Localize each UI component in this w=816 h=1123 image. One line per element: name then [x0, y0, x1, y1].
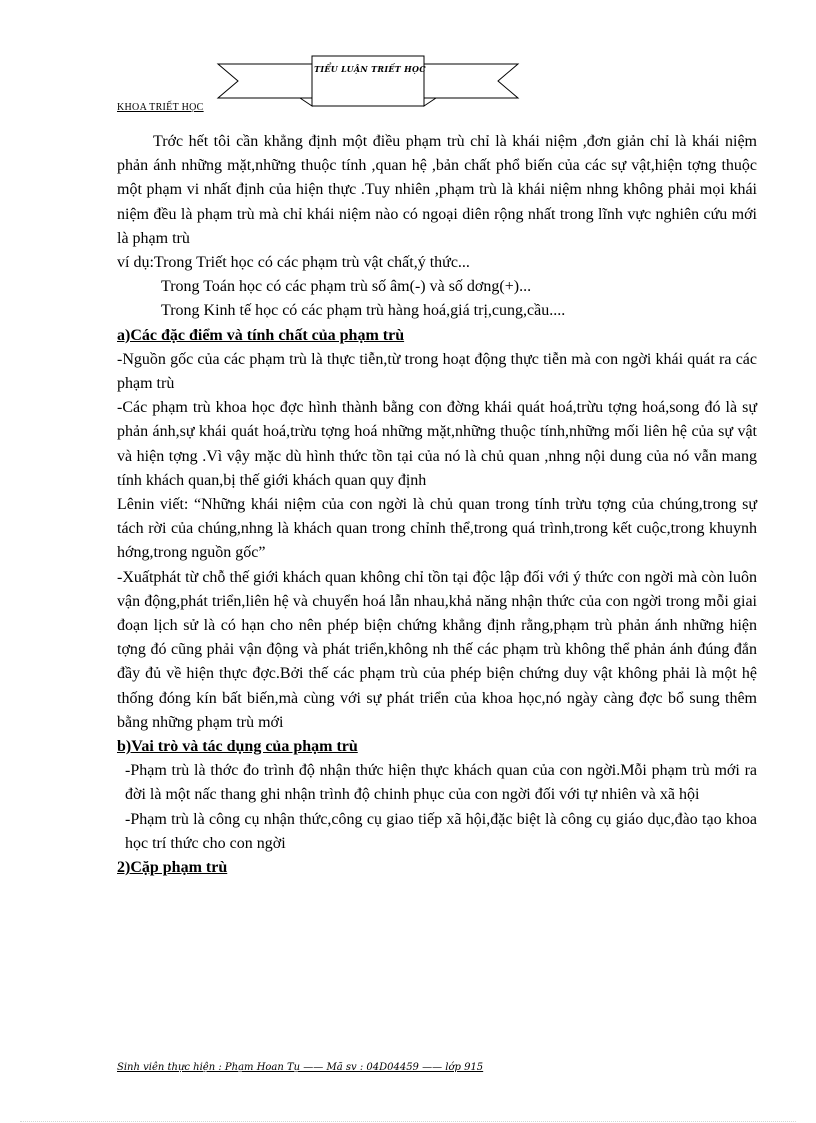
essay-body	[117, 130, 757, 880]
paragraph-example: ví dụ:Trong Triết học có các phạm trù vật chất,ý thức...	[117, 254, 470, 272]
paragraph-origin: -Nguồn gốc của các phạm trù là thực tiễn,từ trong hoạt động thực tiễn mà con ngời khái quát ra các phạm trù	[117, 350, 757, 393]
page-bottom-divider	[20, 1121, 796, 1122]
section-heading-c: 2)Cặp phạm trù	[117, 859, 228, 877]
paragraph-intro: Trớc hết tôi cần khẳng định một điều phạm trù chỉ là khái niệm ,đơn giản chỉ là khái niệm phản ánh những mặt,những thuộc tính ,quan hệ ,bản chất phổ biến của các sự vật,hiện tợng thuộc một phạm vi nhất định của hiện thực .Tuy nhiên ,phạm trù là khái niệm nhng không phải mọi khái niệm đều là phạm trù mà chỉ khái niệm nào có ngoại diên rộng nhất trong lĩnh vực nghiên cứu mới là phạm trù	[117, 133, 757, 247]
paragraph-lenin-quote: Lênin viết: “Những khái niệm của con ngời là chủ quan trong tính trừu tợng của chúng,trong sự tách rời của chúng,nhng là khách quan trong chỉnh thể,trong quá trình,trong kết cuộc,trong khuynh hớng,trong nguồn gốc”	[117, 496, 757, 562]
scroll-banner-shape	[216, 52, 520, 110]
paragraph-example-economics: Trong Kinh tế học có các phạm trù hàng hoá,giá trị,cung,cầu....	[161, 302, 566, 320]
title-banner	[216, 52, 520, 110]
paragraph-role-tool: -Phạm trù là công cụ nhận thức,công cụ giao tiếp xã hội,đặc biệt là công cụ giáo dục,đào tạo khoa học trí thức cho con ngời	[125, 810, 757, 852]
paragraph-development: -Xuấtphát từ chỗ thế giới khách quan không chỉ tồn tại độc lập đối với ý thức con ngời mà còn luôn vận động,phát triển,liên hệ và chuyển hoá lẫn nhau,khả năng nhận thức của con ngời trong mỗi giai đoạn lịch sử là có hạn cho nên phép biện chứng khẳng định rằng,phạm trù phản ánh những hiện tợng đó cũng phải vận động và phát triển,không nh thế các phạm trù không thể phản ánh đúng đắn đầy đủ về hiện thực đợc.Bởi thế các phạm trù của phép biện chứng duy vật không phải là một hệ thống đóng kín bất biến,mà cùng với sự phát triển của khoa học,nó ngày càng đợc bổ sung thêm bằng những phạm trù mới	[117, 568, 757, 731]
department-label: KHOA TRIẾT HỌC	[117, 102, 204, 113]
paragraph-example-math: Trong Toán học có các phạm trù số âm(-) và số dơng(+)...	[161, 278, 532, 296]
footer-student-info: Sinh viên thực hiện : Phạm Hoan Tụ —— Mã sv : 04D04459 —— lớp 915	[117, 1062, 484, 1073]
paragraph-role-measure: -Phạm trù là thớc đo trình độ nhận thức hiện thực khách quan của con ngời.Mỗi phạm trù mới ra đời là một nấc thang ghi nhận trình độ chinh phục của con ngời đối với tự nhiên và xã hội	[125, 762, 757, 804]
banner-title: TIỂU LUẬN TRIẾT HỌC	[314, 64, 426, 74]
section-heading-b: b)Vai trò và tác dụng của phạm trù	[117, 738, 358, 756]
section-heading-a: a)Các đặc điểm và tính chất của phạm trù	[117, 326, 405, 344]
paragraph-formation: -Các phạm trù khoa học đợc hình thành bằng con đờng khái quát hoá,trừu tợng hoá,song đó là sự phản ánh,sự khái quát hoá,trừu tợng hoá những mặt,những thuộc tính,những mối liên hệ của sự vật và hiện tợng .Vì vậy mặc dù hình thức tồn tại của nó là chủ quan ,nhng nội dung của nó vẫn mang tính khách quan,bị thế giới khách quan quy định	[117, 399, 757, 489]
